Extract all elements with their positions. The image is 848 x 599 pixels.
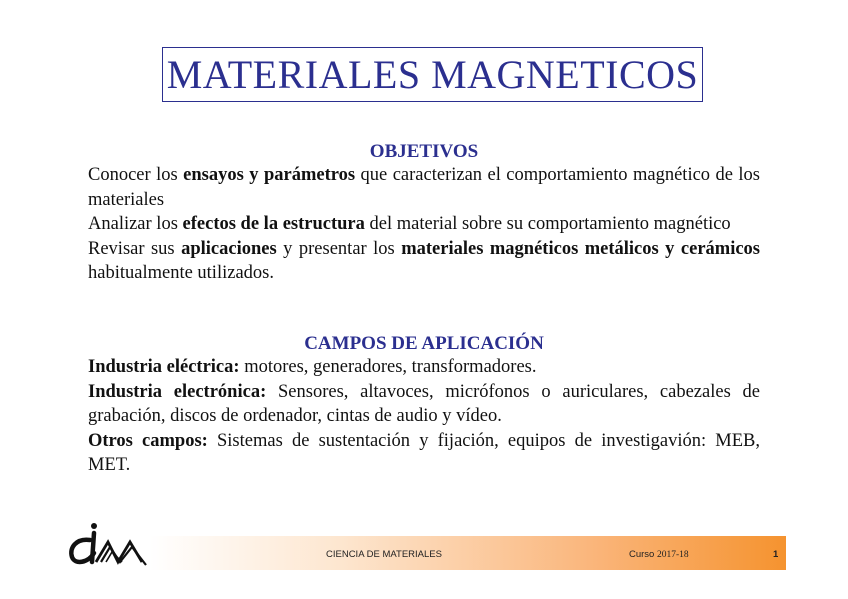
objetivos-heading: OBJETIVOS [369,141,479,162]
footer-course: Curso 2017-18 [629,549,689,560]
campo-3: Otros campos: Sistemas de sustentación y fijación, equipos de investigavión: MEB, MET. [88,430,760,475]
page-number: 1 [773,549,779,560]
dim-logo-icon [66,518,150,568]
title-box [162,47,703,102]
page-title: MATERIALES MAGNETICOS [166,52,699,97]
objetivo-1: Conocer los ensayos y parámetros que caracterizan el comportamiento magnético de los materiales [88,165,760,210]
objetivos-body [88,163,760,286]
objetivo-3: Revisar sus aplicaciones y presentar los materiales magnéticos metálicos y cerámicos habitualmente utilizados. [88,238,760,283]
campo-2: Industria electrónica: Sensores, altavoces, micrófonos o auriculares, cabezales de grabación, discos de ordenador, cintas de audio y vídeo. [88,381,760,426]
footer-subject: CIENCIA DE MATERIALES [326,549,442,560]
campos-heading: CAMPOS DE APLICACIÓN [304,333,544,354]
campo-1: Industria eléctrica: motores, generadores, transformadores. [88,357,537,377]
footer-bar [150,536,786,570]
objetivo-2: Analizar los efectos de la estructura del material sobre su comportamiento magnético [88,214,731,234]
campos-body [88,355,760,478]
